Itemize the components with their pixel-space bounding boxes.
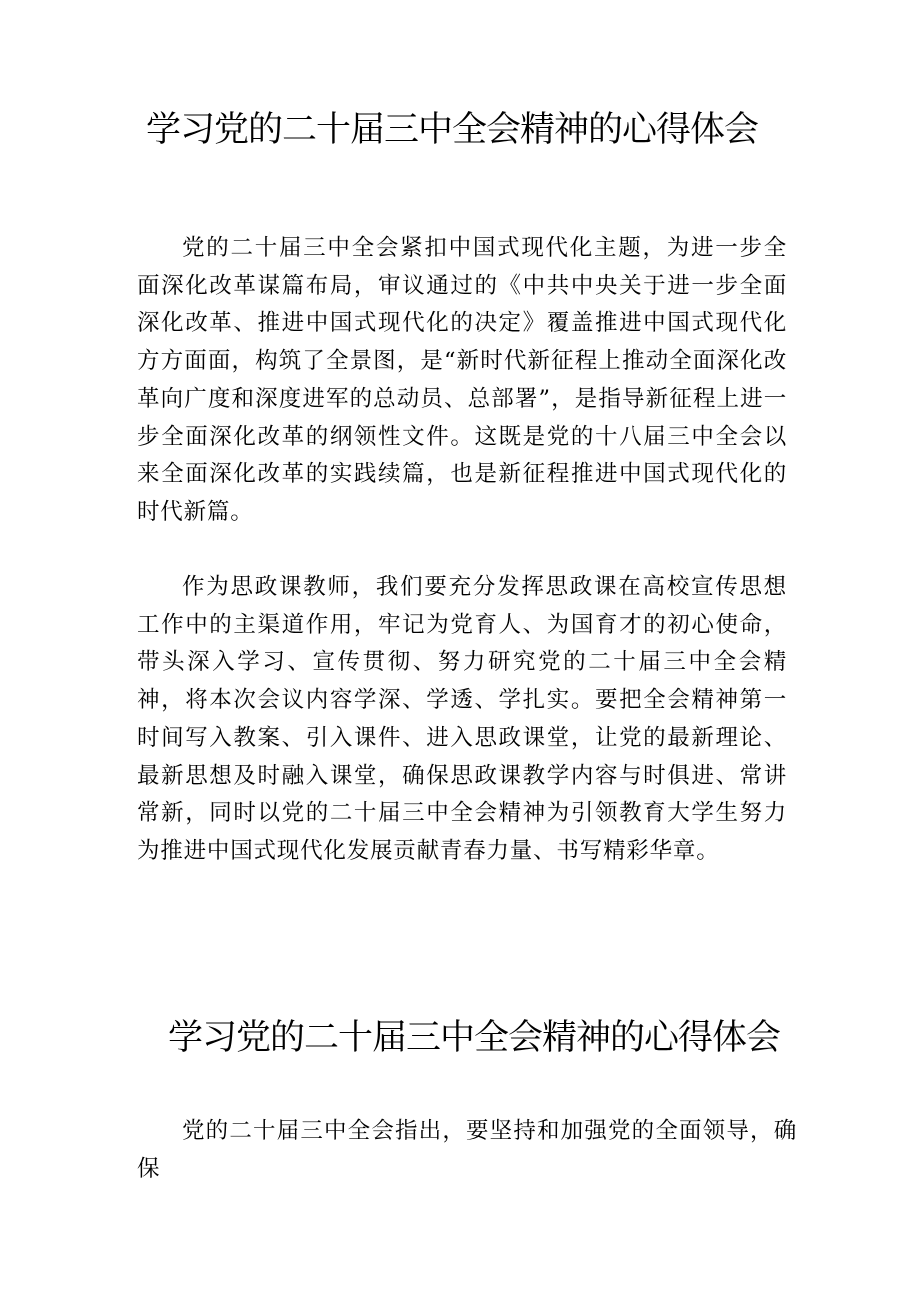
article-2-title: 学习党的二十届三中全会精神的心得体会 [168, 1018, 781, 1058]
article-1-paragraph-2: 作为思政课教师，我们要充分发挥思政课在高校宣传思想工作中的主渠道作用，牢记为党育人、为国育才的初心使命，带头深入学习、宣传贯彻、努力研究党的二十届三中全会精神，将本次会议内容学深、学透、学扎实。要把全会精神第一时间写入教案、引入课件、进入思政课堂，让党的最新理论、最新思想及时融入课堂，确保思政课教学内容与时俱进、常讲常新，同时以党的二十届三中全会精神为引领教育大学生努力为推进中国式现代化发展贡献青春力量、书写精彩华章。 [137, 574, 787, 864]
article-1-title: 学习党的二十届三中全会精神的心得体会 [146, 110, 759, 150]
article-1-paragraph-1: 党的二十届三中全会紧扣中国式现代化主题，为进一步全面深化改革谋篇布局，审议通过的《中共中央关于进一步全面深化改革、推进中国式现代化的决定》覆盖推进中国式现代化方方面面，构筑了全景图，是“新时代新征程上推动全面深化改革向广度和深度进军的总动员、总部署”，是指导新征程上进一步全面深化改革的纲领性文件。这既是党的十八届三中全会以来全面深化改革的实践续篇，也是新征程推进中国式现代化的时代新篇。 [137, 235, 787, 525]
article-2-paragraph-1: 党的二十届三中全会指出，要坚持和加强党的全面领导，确保 [137, 1118, 797, 1182]
